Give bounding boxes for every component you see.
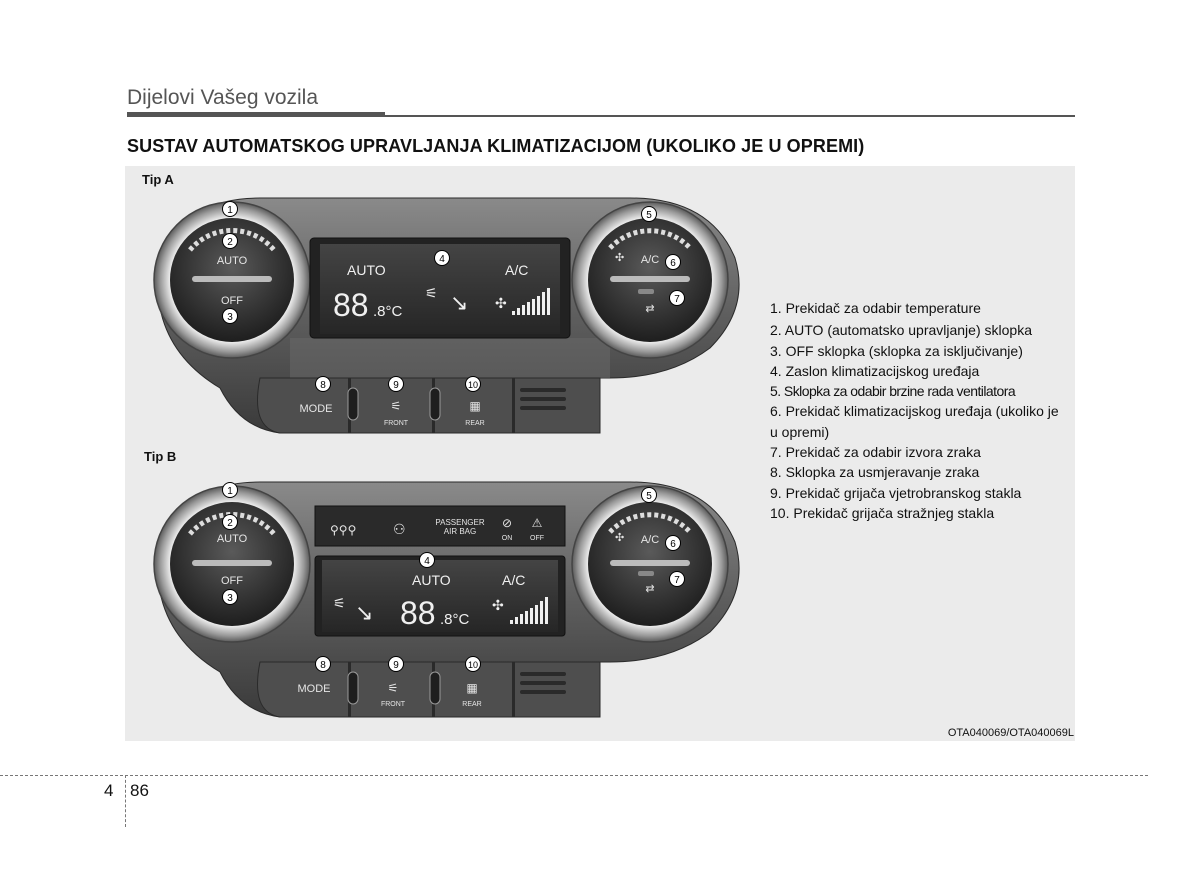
- callout-3: 3: [227, 312, 233, 323]
- display-temperature-unit: .8°C: [440, 611, 470, 628]
- callout-8: 8: [320, 380, 326, 391]
- display-temperature: 88: [400, 595, 436, 631]
- display-temperature: 88: [333, 287, 369, 323]
- callout-1: 1: [227, 205, 233, 216]
- legend-item: 8. Sklopka za usmjeravanje zraka: [770, 464, 980, 481]
- fan-icon: ✣: [615, 252, 625, 264]
- display-auto: AUTO: [412, 572, 451, 588]
- auto-label: AUTO: [216, 255, 248, 267]
- callout-5: 5: [646, 491, 652, 502]
- off-label: OFF: [221, 295, 243, 307]
- display-ac: A/C: [505, 262, 529, 278]
- display-temperature-unit: .8°C: [373, 303, 403, 320]
- airbag-on-icon: ⊘: [501, 516, 513, 530]
- recirculation-icon[interactable]: ⇄: [645, 303, 655, 315]
- callout-1: 1: [227, 486, 233, 497]
- climate-panel-tip-a: [150, 188, 750, 438]
- tip-a-label: Tip A: [142, 172, 174, 187]
- tip-b-label: Tip B: [144, 449, 177, 464]
- legend-item: 4. Zaslon klimatizacijskog uređaja: [770, 362, 980, 379]
- airbag-on-label: ON: [501, 535, 513, 542]
- section-title: SUSTAV AUTOMATSKOG UPRAVLJANJA KLIMATIZACIJOM (UKOLIKO JE U OPREMI): [127, 136, 865, 156]
- fan-icon: ✣: [615, 532, 625, 544]
- fan-display-icon: ✣: [495, 295, 507, 311]
- front-defrost-label: FRONT: [380, 701, 406, 708]
- callout-3: 3: [227, 593, 233, 604]
- ac-button-label: A/C: [640, 534, 660, 546]
- front-defrost-icon: ⚟: [390, 399, 402, 413]
- callout-10: 10: [467, 660, 479, 670]
- climate-panel-tip-b: [150, 472, 750, 722]
- callout-9: 9: [393, 660, 399, 671]
- seatbelt-icons: ⚲⚲⚲: [330, 523, 357, 537]
- page-header-title: Dijelovi Vašeg vozila: [127, 86, 319, 109]
- fan-display-icon: ✣: [492, 597, 504, 613]
- airbag-off-label: OFF: [530, 535, 544, 542]
- vent-slats: [520, 388, 566, 410]
- passenger-airbag-line1: PASSENGER: [435, 518, 485, 527]
- callout-2: 2: [227, 237, 233, 248]
- legend-item: 2. AUTO (automatsko upravljanje) sklopka: [770, 322, 1032, 339]
- figure-code: OTA040069/OTA040069L: [947, 727, 1074, 739]
- ac-button-label: A/C: [640, 254, 660, 266]
- footer-rule: [0, 775, 1148, 776]
- callout-7: 7: [674, 575, 680, 586]
- legend-item: 10. Prekidač grijača stražnjeg stakla: [770, 504, 995, 521]
- legend-item: 6. Prekidač klimatizacijskog uređaja (ukoliko je u opremi): [770, 403, 1059, 440]
- mode-button-label: MODE: [297, 683, 331, 695]
- display-ac: A/C: [502, 572, 526, 588]
- display-auto: AUTO: [347, 262, 386, 278]
- callout-6: 6: [670, 258, 676, 269]
- airbag-person-icon: ⚇: [393, 521, 406, 537]
- rear-defrost-label: REAR: [462, 701, 482, 708]
- callout-legend: [770, 298, 1070, 523]
- recirculation-icon[interactable]: ⇄: [645, 583, 655, 595]
- page-number: 86: [130, 781, 149, 800]
- callout-4: 4: [424, 556, 430, 567]
- legend-item: 1. Prekidač za odabir temperature: [770, 300, 981, 316]
- airbag-off-icon: ⚠: [531, 516, 543, 530]
- callout-8: 8: [320, 660, 326, 671]
- legend-item: 3. OFF sklopka (sklopka za isključivanje): [770, 342, 1023, 359]
- legend-item: 7. Prekidač za odabir izvora zraka: [770, 444, 981, 461]
- header-rule-thin: [385, 115, 1075, 117]
- rear-defrost-icon: ▦: [469, 399, 481, 413]
- legend-item: 5. Sklopka za odabir brzine rada ventilatora: [770, 383, 1016, 400]
- callout-2: 2: [227, 518, 233, 529]
- off-label: OFF: [221, 575, 243, 587]
- callout-10: 10: [467, 380, 479, 390]
- rear-defrost-label: REAR: [465, 420, 485, 427]
- mode-button-label: MODE: [299, 403, 333, 415]
- seat-airflow-icon: ↘: [450, 290, 469, 315]
- header-rule-thick: [127, 112, 385, 117]
- front-defrost-label: FRONT: [383, 420, 409, 427]
- seat-airflow-icon: ↘: [355, 600, 374, 625]
- callout-5: 5: [646, 210, 652, 221]
- defrost-display-icon: ⚟: [425, 285, 438, 301]
- callout-4: 4: [439, 254, 445, 265]
- footer-divider: [125, 775, 126, 827]
- legend-item: 9. Prekidač grijača vjetrobranskog stakla: [770, 484, 1022, 501]
- defrost-display-icon: ⚟: [333, 595, 346, 611]
- rear-defrost-icon: ▦: [466, 681, 478, 695]
- front-defrost-icon: ⚟: [387, 681, 399, 695]
- passenger-airbag-line2: AIR BAG: [443, 527, 477, 536]
- chapter-number: 4: [104, 781, 114, 800]
- callout-6: 6: [670, 539, 676, 550]
- callout-9: 9: [393, 380, 399, 391]
- callout-7: 7: [674, 294, 680, 305]
- auto-label: AUTO: [216, 533, 248, 545]
- vent-slats: [520, 672, 566, 694]
